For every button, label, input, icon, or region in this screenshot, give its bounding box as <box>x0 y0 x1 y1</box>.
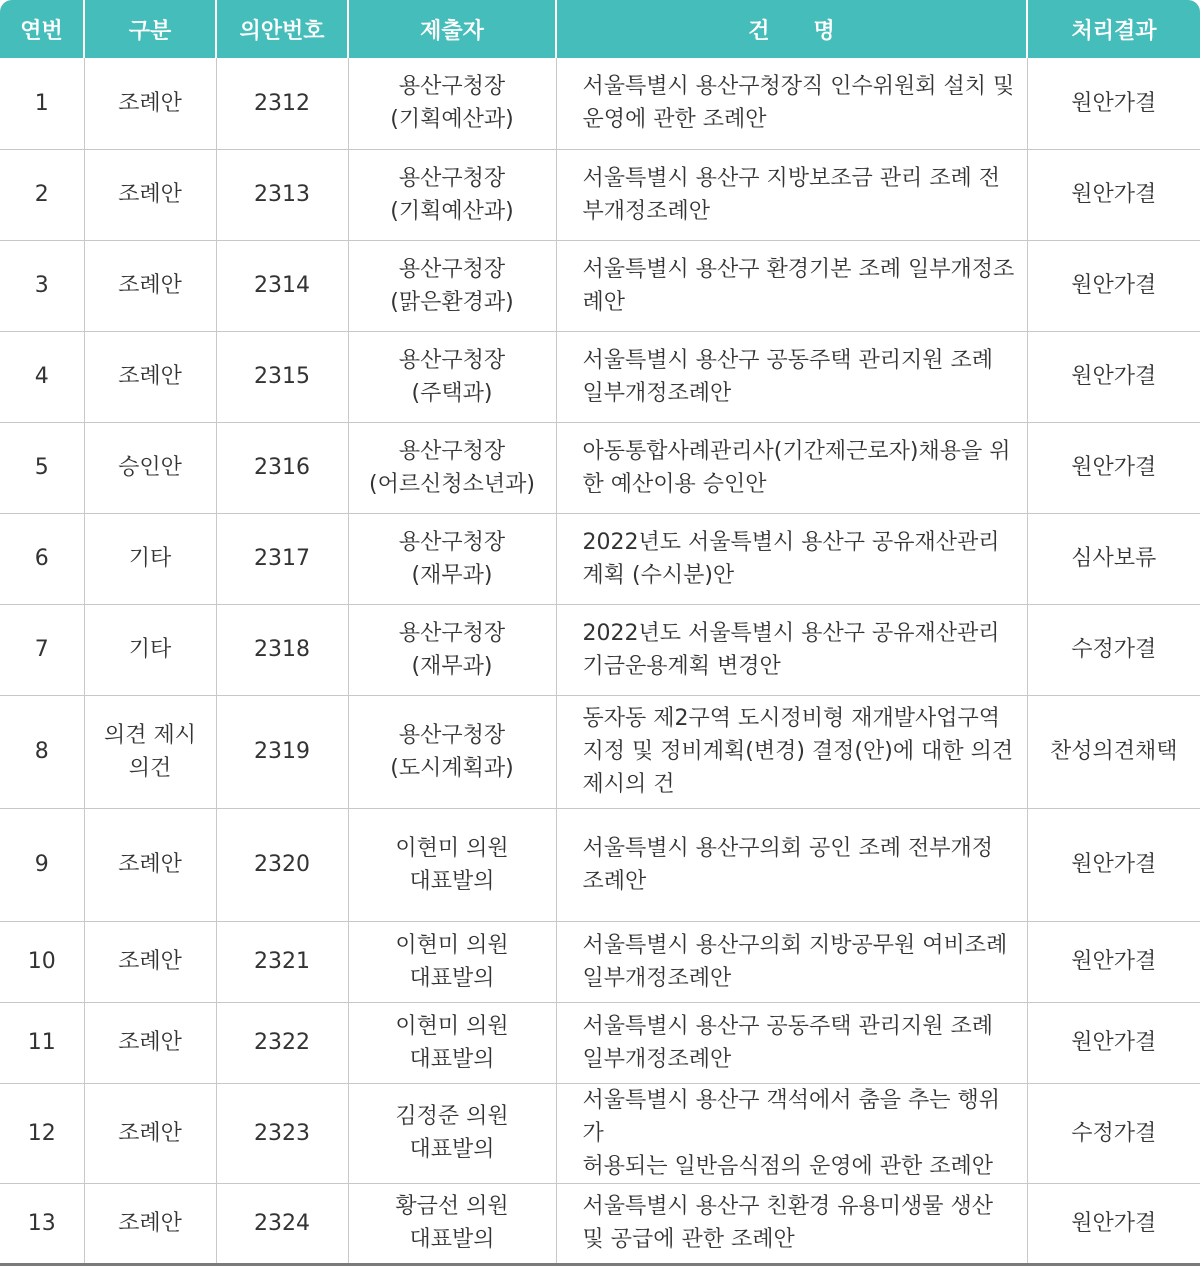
table-row <box>0 921 1200 1002</box>
cell-bill-title: 동자동 제2구역 도시정비형 재개발사업구역 지정 및 정비계획(변경) 결정(안)에 대한 의견 제시의 건 <box>556 695 1027 808</box>
cell-serial-no: 8 <box>0 695 84 808</box>
cell-bill-title: 아동통합사례관리사(기간제근로자)채용을 위 한 예산이용 승인안 <box>556 422 1027 513</box>
cell-result: 원안가결 <box>1027 921 1200 1002</box>
table-row <box>0 58 1200 149</box>
header-serial-no: 연번 <box>0 0 84 58</box>
cell-bill-number: 2321 <box>216 921 348 1002</box>
cell-category: 조례안 <box>84 1183 216 1264</box>
cell-serial-no: 9 <box>0 808 84 921</box>
cell-bill-number: 2318 <box>216 604 348 695</box>
cell-category: 조례안 <box>84 921 216 1002</box>
table-row <box>0 1083 1200 1183</box>
cell-serial-no: 1 <box>0 58 84 149</box>
cell-submitter: 용산구청장 (주택과) <box>348 331 556 422</box>
cell-submitter: 김정준 의원 대표발의 <box>348 1083 556 1183</box>
header-result: 처리결과 <box>1027 0 1200 58</box>
cell-bill-number: 2312 <box>216 58 348 149</box>
cell-bill-number: 2324 <box>216 1183 348 1264</box>
cell-submitter: 황금선 의원 대표발의 <box>348 1183 556 1264</box>
table-row <box>0 240 1200 331</box>
cell-category: 승인안 <box>84 422 216 513</box>
cell-serial-no: 2 <box>0 149 84 240</box>
cell-submitter: 이현미 의원 대표발의 <box>348 921 556 1002</box>
cell-serial-no: 6 <box>0 513 84 604</box>
table-row <box>0 513 1200 604</box>
table-row <box>0 604 1200 695</box>
header-category: 구분 <box>84 0 216 58</box>
header-row <box>0 0 1200 58</box>
cell-bill-number: 2316 <box>216 422 348 513</box>
cell-submitter: 이현미 의원 대표발의 <box>348 1002 556 1083</box>
cell-serial-no: 10 <box>0 921 84 1002</box>
table-row <box>0 1002 1200 1083</box>
cell-bill-number: 2320 <box>216 808 348 921</box>
cell-category: 기타 <box>84 604 216 695</box>
cell-submitter: 용산구청장 (어르신청소년과) <box>348 422 556 513</box>
cell-submitter: 용산구청장 (재무과) <box>348 604 556 695</box>
cell-bill-number: 2313 <box>216 149 348 240</box>
cell-result: 원안가결 <box>1027 331 1200 422</box>
cell-bill-number: 2322 <box>216 1002 348 1083</box>
cell-category: 기타 <box>84 513 216 604</box>
cell-bill-title: 서울특별시 용산구청장직 인수위원회 설치 및 운영에 관한 조례안 <box>556 58 1027 149</box>
cell-result: 수정가결 <box>1027 1083 1200 1183</box>
cell-category: 조례안 <box>84 149 216 240</box>
header-bill-title: 건 명 <box>556 0 1027 58</box>
cell-result: 원안가결 <box>1027 808 1200 921</box>
cell-result: 원안가결 <box>1027 1002 1200 1083</box>
header-submitter: 제출자 <box>348 0 556 58</box>
cell-result: 원안가결 <box>1027 1183 1200 1264</box>
cell-bill-title: 서울특별시 용산구 지방보조금 관리 조례 전 부개정조례안 <box>556 149 1027 240</box>
cell-result: 수정가결 <box>1027 604 1200 695</box>
cell-bill-title: 서울특별시 용산구의회 공인 조례 전부개정 조례안 <box>556 808 1027 921</box>
cell-submitter: 용산구청장 (기획예산과) <box>348 58 556 149</box>
cell-result: 원안가결 <box>1027 149 1200 240</box>
table-row <box>0 695 1200 808</box>
cell-bill-title: 2022년도 서울특별시 용산구 공유재산관리 기금운용계획 변경안 <box>556 604 1027 695</box>
header-bill-number: 의안번호 <box>216 0 348 58</box>
cell-result: 원안가결 <box>1027 422 1200 513</box>
cell-bill-title: 서울특별시 용산구 환경기본 조례 일부개정조 례안 <box>556 240 1027 331</box>
cell-submitter: 용산구청장 (도시계획과) <box>348 695 556 808</box>
cell-bill-title: 서울특별시 용산구의회 지방공무원 여비조례 일부개정조례안 <box>556 921 1027 1002</box>
cell-bill-title: 서울특별시 용산구 공동주택 관리지원 조례 일부개정조례안 <box>556 331 1027 422</box>
cell-submitter: 이현미 의원 대표발의 <box>348 808 556 921</box>
cell-category: 조례안 <box>84 808 216 921</box>
cell-submitter: 용산구청장 (재무과) <box>348 513 556 604</box>
table-header <box>0 0 1200 58</box>
table-row <box>0 422 1200 513</box>
cell-result: 심사보류 <box>1027 513 1200 604</box>
cell-serial-no: 3 <box>0 240 84 331</box>
cell-submitter: 용산구청장 (기획예산과) <box>348 149 556 240</box>
cell-serial-no: 5 <box>0 422 84 513</box>
table-body <box>0 58 1200 1264</box>
cell-bill-number: 2315 <box>216 331 348 422</box>
cell-bill-title: 서울특별시 용산구 객석에서 춤을 추는 행위가 허용되는 일반음식점의 운영에 관한 조례안 <box>556 1083 1027 1183</box>
table-row <box>0 1183 1200 1264</box>
cell-serial-no: 12 <box>0 1083 84 1183</box>
cell-bill-number: 2319 <box>216 695 348 808</box>
table-row <box>0 331 1200 422</box>
cell-submitter: 용산구청장 (맑은환경과) <box>348 240 556 331</box>
cell-result: 찬성의견채택 <box>1027 695 1200 808</box>
cell-category: 조례안 <box>84 1083 216 1183</box>
cell-bill-number: 2323 <box>216 1083 348 1183</box>
cell-bill-number: 2317 <box>216 513 348 604</box>
cell-bill-title: 서울특별시 용산구 공동주택 관리지원 조례 일부개정조례안 <box>556 1002 1027 1083</box>
cell-result: 원안가결 <box>1027 58 1200 149</box>
cell-serial-no: 11 <box>0 1002 84 1083</box>
cell-category: 조례안 <box>84 1002 216 1083</box>
cell-bill-title: 2022년도 서울특별시 용산구 공유재산관리 계획 (수시분)안 <box>556 513 1027 604</box>
table-row <box>0 808 1200 921</box>
cell-category: 조례안 <box>84 331 216 422</box>
cell-category: 조례안 <box>84 58 216 149</box>
cell-serial-no: 7 <box>0 604 84 695</box>
cell-bill-title: 서울특별시 용산구 친환경 유용미생물 생산 및 공급에 관한 조례안 <box>556 1183 1027 1264</box>
cell-bill-number: 2314 <box>216 240 348 331</box>
cell-category: 의견 제시 의건 <box>84 695 216 808</box>
cell-serial-no: 4 <box>0 331 84 422</box>
cell-category: 조례안 <box>84 240 216 331</box>
table-row <box>0 149 1200 240</box>
cell-serial-no: 13 <box>0 1183 84 1264</box>
cell-result: 원안가결 <box>1027 240 1200 331</box>
